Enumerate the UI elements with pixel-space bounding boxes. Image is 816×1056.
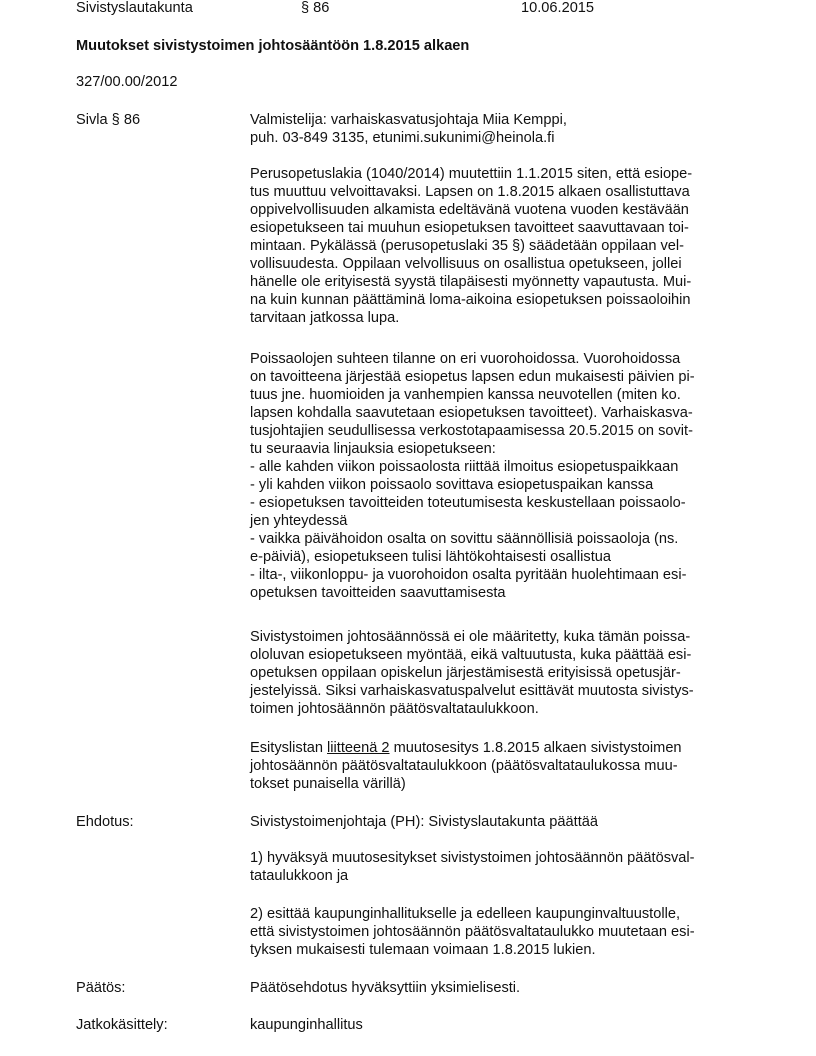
- header-committee: Sivistyslautakunta: [76, 0, 193, 16]
- text-line: tusjohtajien seudullisessa verkostotapaamisessa 20.5.2015 on sovit-: [250, 423, 693, 439]
- text-line: mintaan. Pykälässä (perusopetuslaki 35 §) säädetään oppilaan vel-: [250, 238, 685, 254]
- text-line: ololuvan esiopetukseen myöntää, eikä valtuutusta, kuka päättää esi-: [250, 647, 692, 663]
- list-item-continuation: e-päiviä), esiopetukseen tulisi lähtökohtaisesti osallistua: [250, 549, 611, 565]
- further-handling-text: kaupunginhallitus: [250, 1017, 363, 1033]
- further-handling-label: Jatkokäsittely:: [76, 1017, 168, 1033]
- preparer-contact-line: puh. 03-849 3135, etunimi.sukunimi@heinola.fi: [250, 130, 555, 146]
- text-line: esiopetukseen tai muuhun esiopetuksen tavoitteet saavuttavaan toi-: [250, 220, 689, 236]
- text-line: tyksen mukaisesti tulemaan voimaan 1.8.2015 lukien.: [250, 942, 596, 958]
- list-item-continuation: opetuksen tavoitteiden saavuttamisesta: [250, 585, 506, 601]
- text-line: tu seuraavia linjauksia esiopetukseen:: [250, 441, 496, 457]
- list-item: - ilta-, viikonloppu- ja vuorohoidon osalta pyritään huolehtimaan esi-: [250, 567, 687, 583]
- paragraph-bylaw-gap: [250, 628, 740, 718]
- text-line: tarvitaan jatkossa lupa.: [250, 310, 400, 326]
- list-item: - yli kahden viikon poissaolo sovittava esiopetuspaikan kanssa: [250, 477, 654, 493]
- paragraph-attachment: [250, 739, 740, 793]
- text-line: toimen johtosäännön päätösvaltataulukkoon.: [250, 701, 539, 717]
- text-line: oppivelvollisuuden alkamista edeltävänä vuotena vuoden kestävään: [250, 202, 689, 218]
- text-line: jestelyissä. Siksi varhaiskasvatuspalvelut esittävät muutosta sivistys-: [250, 683, 694, 699]
- decision-text: Päätösehdotus hyväksyttiin yksimielisesti.: [250, 980, 521, 996]
- attachment-link[interactable]: liitteenä 2: [327, 740, 390, 756]
- proposal-item-2: [250, 905, 740, 959]
- proposal-item-1: [250, 849, 740, 885]
- text-line: on tavoitteena järjestää esiopetus lapsen edun mukaisesti päivien pi-: [250, 369, 695, 385]
- list-item: - vaikka päivähoidon osalta on sovittu säännöllisiä poissaoloja (ns.: [250, 531, 679, 547]
- preparer-info: [250, 111, 740, 147]
- list-item: - alle kahden viikon poissaolosta riittää ilmoitus esiopetuspaikkaan: [250, 459, 679, 475]
- preparer-line: Valmistelija: varhaiskasvatusjohtaja Miia Kemppi,: [250, 112, 567, 128]
- text-line: tuus jne. huomioiden ja vanhempien kanssa neuvotellen (miten ko.: [250, 387, 681, 403]
- text-line: hänelle ole erityisestä syystä tilapäisesti myönnetty vapautusta. Mui-: [250, 274, 692, 290]
- paragraph-shift-care: [250, 350, 740, 602]
- text-line: na kuin kunnan päättäminä loma-aikoina esiopetuksen poissaoloihin: [250, 292, 691, 308]
- paragraph-law-change: [250, 165, 740, 327]
- text-line: Sivistystoimen johtosäännössä ei ole määritetty, kuka tämän poissa-: [250, 629, 691, 645]
- proposal-intro: Sivistystoimenjohtaja (PH): Sivistyslautakunta päättää: [250, 814, 598, 830]
- text-fragment: muutosesitys 1.8.2015 alkaen sivistystoimen: [389, 740, 682, 756]
- decision-label: Päätös:: [76, 980, 126, 996]
- list-item: - esiopetuksen tavoitteiden toteutumisesta keskustellaan poissaolo-: [250, 495, 686, 511]
- proposal-label: Ehdotus:: [76, 814, 134, 830]
- text-line: johtosäännön päätösvaltataulukkoon (päätösvaltataulukossa muu-: [250, 758, 678, 774]
- text-line: opetuksen oppilaan opiskelun järjestämisestä erityisissä opetusjär-: [250, 665, 681, 681]
- text-line: tataulukkoon ja: [250, 868, 349, 884]
- header-section-number: § 86: [301, 0, 330, 16]
- text-line: Poissaolojen suhteen tilanne on eri vuorohoidossa. Vuorohoidossa: [250, 351, 681, 367]
- text-line: Perusopetuslakia (1040/2014) muutettiin 1.1.2015 siten, että esiope-: [250, 166, 693, 182]
- text-line: tus muuttuu velvoittavaksi. Lapsen on 1.8.2015 alkaen osallistuttava: [250, 184, 690, 200]
- document-title: Muutokset sivistystoimen johtosääntöön 1.8.2015 alkaen: [76, 38, 470, 54]
- text-line: tokset punaisella värillä): [250, 776, 406, 792]
- document-number: 327/00.00/2012: [76, 74, 178, 90]
- list-item-continuation: jen yhteydessä: [250, 513, 348, 529]
- text-line: lapsen kohdalla saavutetaan esiopetuksen tavoitteet). Varhaiskasva-: [250, 405, 693, 421]
- text-line: 2) esittää kaupunginhallitukselle ja edelleen kaupunginvaltuustolle,: [250, 906, 681, 922]
- text-fragment: Esityslistan: [250, 740, 328, 756]
- sivla-label: Sivla § 86: [76, 112, 141, 128]
- text-line: vollisuudesta. Oppilaan velvollisuus on osallistua opetukseen, jollei: [250, 256, 682, 272]
- header-date: 10.06.2015: [521, 0, 595, 16]
- text-line: [250, 739, 740, 757]
- text-line: että sivistystoimen johtosäännön päätösvaltataulukko muutetaan esi-: [250, 924, 695, 940]
- text-line: 1) hyväksyä muutosesitykset sivistystoimen johtosäännön päätösval-: [250, 850, 695, 866]
